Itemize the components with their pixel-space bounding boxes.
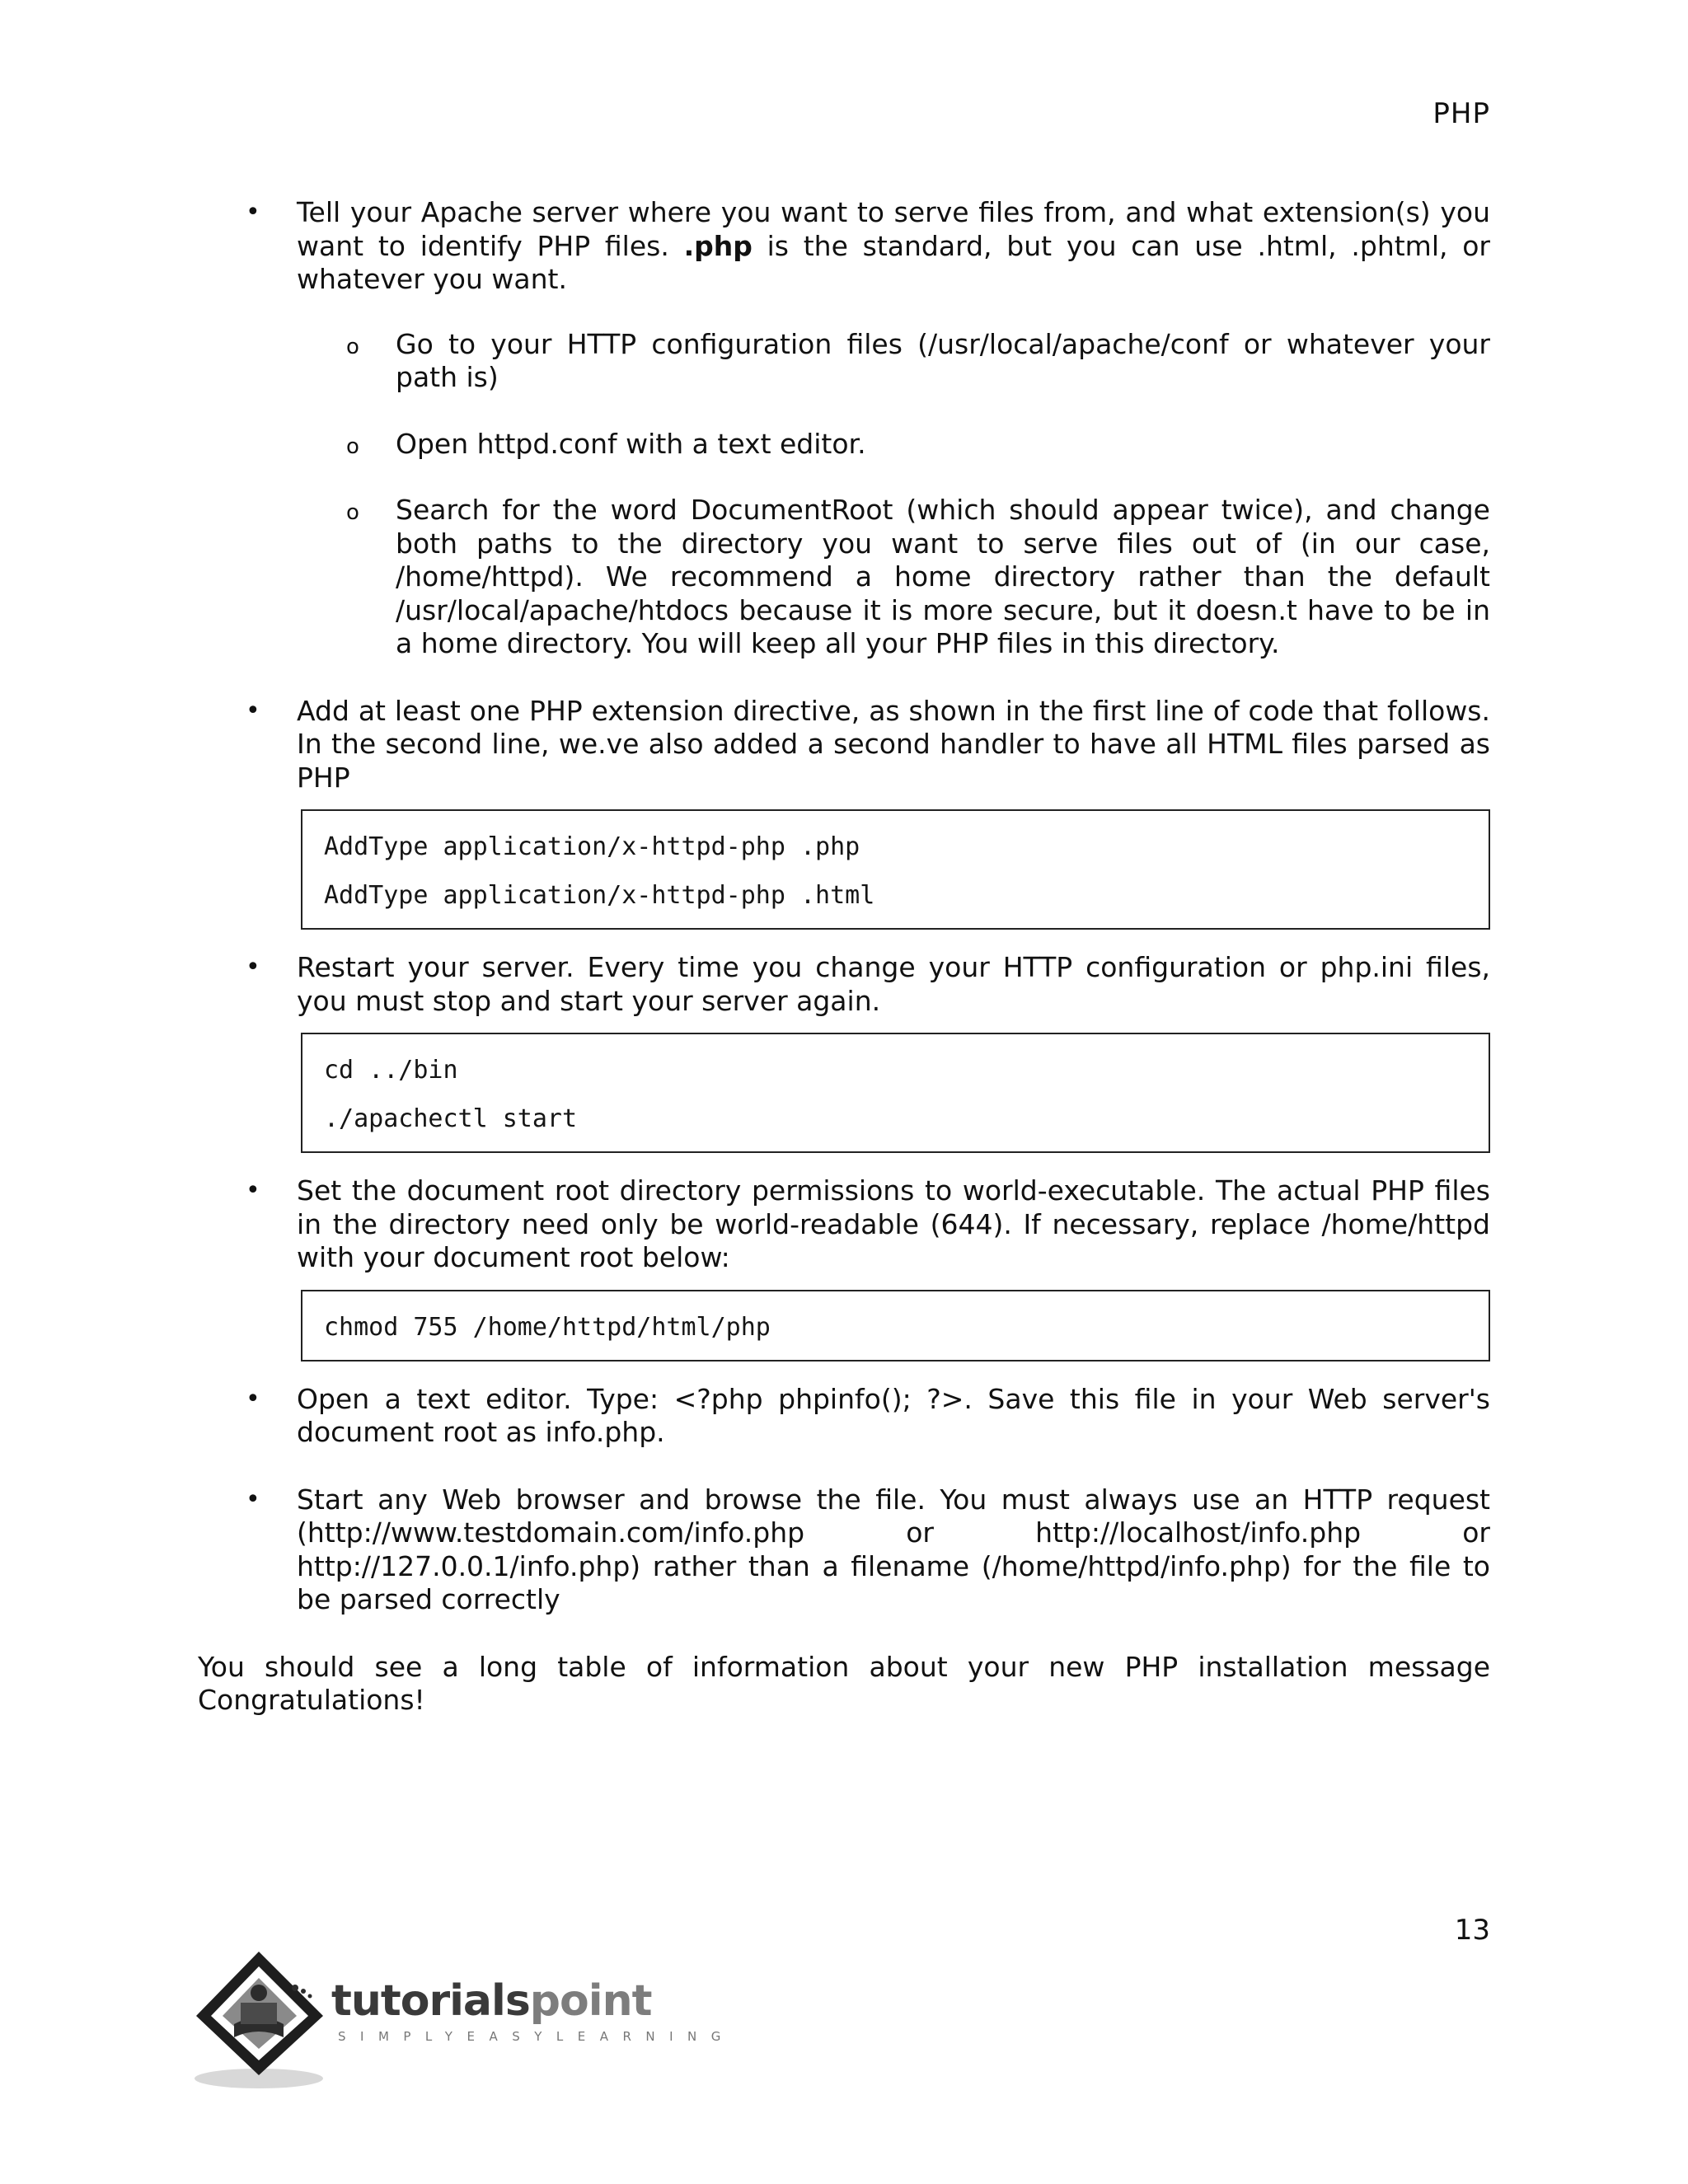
sub-list-item [198,328,1490,395]
sub-item-text: Open httpd.conf with a text editor. [396,427,866,460]
sub-item-text: Go to your HTTP configuration files (/usr/local/apache/conf or whatever your path is) [396,327,1490,393]
closing-paragraph: You should see a long table of information about your new PHP installation message Congratulations! [198,1650,1490,1716]
bullet-text: Start any Web browser and browse the file. You must always use an HTTP request (http://www.testdomain.com/info.php or http://localhost/info.php or http://127.0.0.1/info.php) rather than a filename (/home/httpd/info.php) for the file to be parsed correctly [297,1483,1490,1615]
page-header-title: PHP [1432,97,1490,130]
bullet-text: Add at least one PHP extension directive, as shown in the first line of code that follows. In the second line, we.ve also added a second handler to have all HTML files parsed as PHP [297,694,1490,794]
code-line: AddType application/x-httpd-php .php [324,832,860,861]
code-block [301,1290,1490,1361]
bullet-dot-icon: • [246,1176,260,1205]
sub-list-item [198,428,1490,462]
bullet-text: Set the document root directory permissions to world-executable. The actual PHP files in the directory need only be world-readable (644). If necessary, replace /home/httpd with your document root below: [297,1174,1490,1273]
bullet-item [198,1483,1490,1617]
code-line: cd ../bin [324,1056,458,1085]
bullet-text-cont: is the standard, but you can use .html, .phtml, or whatever you want. [297,229,1490,295]
bullet-text: Open a text editor. Type: <?php phpinfo(); ?>. Save this file in your Web server's document root as info.php. [297,1382,1490,1448]
logo-word-point: point [529,1976,652,2026]
code-block [301,1033,1490,1153]
bullet-item [198,951,1490,1018]
bullet-dot-icon: • [246,696,260,725]
circle-bullet-icon: o [346,334,359,359]
code-block [301,809,1490,930]
code-line: chmod 755 /home/httpd/html/php [324,1312,771,1342]
bullet-dot-icon: • [246,953,260,982]
sub-list-item [198,494,1490,661]
bullet-dot-icon: • [246,198,260,227]
bullet-dot-icon: • [246,1484,260,1514]
page-number: 13 [1454,1914,1490,1947]
page-content [198,196,1490,1718]
bullet-text: Tell your Apache server where you want to serve files from, and what extension(s) you want to identify PHP files. [297,196,1490,262]
diamond-book-icon [191,1945,340,2093]
tutorialspoint-logo [191,1945,735,2093]
logo-wordmark [331,1976,651,2026]
code-line: ./apachectl start [324,1104,578,1133]
circle-bullet-icon: o [346,434,359,459]
bullet-item [198,196,1490,297]
bullet-item [198,1383,1490,1450]
bullet-item [198,695,1490,795]
sub-item-text: Search for the word DocumentRoot (which should appear twice), and change both paths to the directory you want to serve files out of (in our case, /home/httpd). We recommend a home directory rather than the default /usr/local/apache/htdocs because it is more secure, but it doesn.t have to be in a home directory. You will keep all your PHP files in this directory. [396,494,1490,659]
bullet-dot-icon: • [246,1384,260,1413]
bullet-text: Restart your server. Every time you change your HTTP configuration or php.ini files, you must stop and start your server again. [297,951,1490,1017]
logo-word-tutorials: tutorials [331,1976,530,2026]
logo-tagline: SIMPLYEASYLEARNING [338,2029,735,2044]
bullet-bold-text: .php [683,229,753,262]
code-line: AddType application/x-httpd-php .html [324,881,875,910]
circle-bullet-icon: o [346,500,359,525]
bullet-item [198,1174,1490,1275]
